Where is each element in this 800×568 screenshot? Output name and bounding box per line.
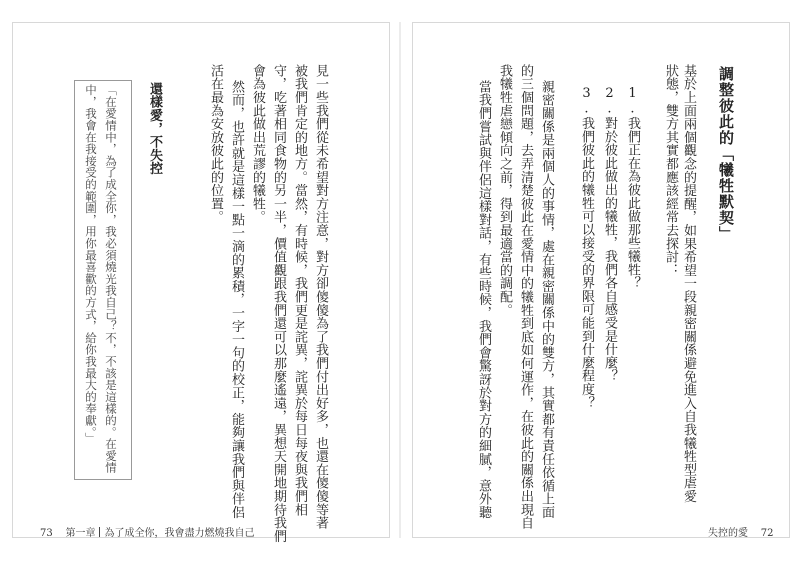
chapter-label: 第一章 — [65, 528, 96, 539]
quote-line: 中，我會在我接受的範圍，用你最喜歡的方式，給你我最大的奉獻。」 — [84, 84, 98, 445]
body-line: 然而，也許就是這樣一點一滴的累積，一字一句的校正，能夠讓我們與伴侶 — [229, 80, 244, 519]
left-page — [12, 22, 390, 538]
list-item: 1.我們正在為彼此做那些犧牲？ — [625, 86, 640, 290]
left-page-footer — [40, 524, 254, 539]
quote-box — [74, 80, 132, 480]
divider — [99, 527, 100, 537]
page-number: 72 — [760, 528, 774, 539]
page-gutter — [399, 22, 401, 538]
body-line: 活在最為安放彼此的位置。 — [208, 64, 223, 224]
quote-line: 「在愛情中，為了成全你，我必須燒光我自己？不，不該是這樣的。在愛情 — [104, 84, 118, 474]
subheading: 還樣愛，不失控 — [147, 82, 162, 176]
body-line: 見一些我們從未希望對方注意，對方卻傻傻為了我們付出好多，也還在傻傻等著 — [313, 64, 328, 530]
running-title: 失控的愛 — [708, 528, 748, 539]
right-page-footer — [708, 524, 773, 539]
body-line: 當我們嘗試與伴侶這樣對話，有些時候，我們會驚訝於對方的細膩，意外聽 — [476, 80, 491, 519]
body-line: 被我們肯定的地方。當然，有時候，我們更是詫異，詫異於每日每夜與我們相 — [292, 64, 307, 517]
page-number: 73 — [40, 528, 53, 539]
body-line: 基於上面兩個觀念的提醒，如果希望一段親密關係避免進入自我犧牲型虐愛 — [681, 64, 696, 503]
body-line: 親密關係是兩個人的事情，處在親密關係中的雙方，其實都有責任依循上面 — [539, 80, 554, 519]
section-heading: 調整彼此的「犧牲默契」 — [717, 66, 735, 242]
body-line: 守，吃著相同食物的另一半，價值觀跟我們還可以那麼遙遠，異想天開地期待我們 — [271, 64, 286, 543]
body-line: 的三個問題，去弄清楚彼此在愛情中的犧牲到底如何運作，在彼此的關係出現自 — [518, 64, 533, 530]
list-item: 2.對於彼此做出的犧牲，我們各自感受是什麼？ — [602, 86, 617, 383]
body-line: 狀態，雙方其實都應該經常去探討： — [663, 64, 678, 277]
chapter-title: 為了成全你，我會盡力燃燒我自己 — [104, 528, 255, 539]
body-line: 會為彼此做出荒謬的犧牲。 — [250, 64, 265, 224]
list-item: 3.我們彼此的犧牲可以接受的界限可能到什麼程度？ — [579, 86, 594, 410]
body-line: 我犧牲虐戀傾向之前，得到最適當的調配。 — [497, 64, 512, 317]
